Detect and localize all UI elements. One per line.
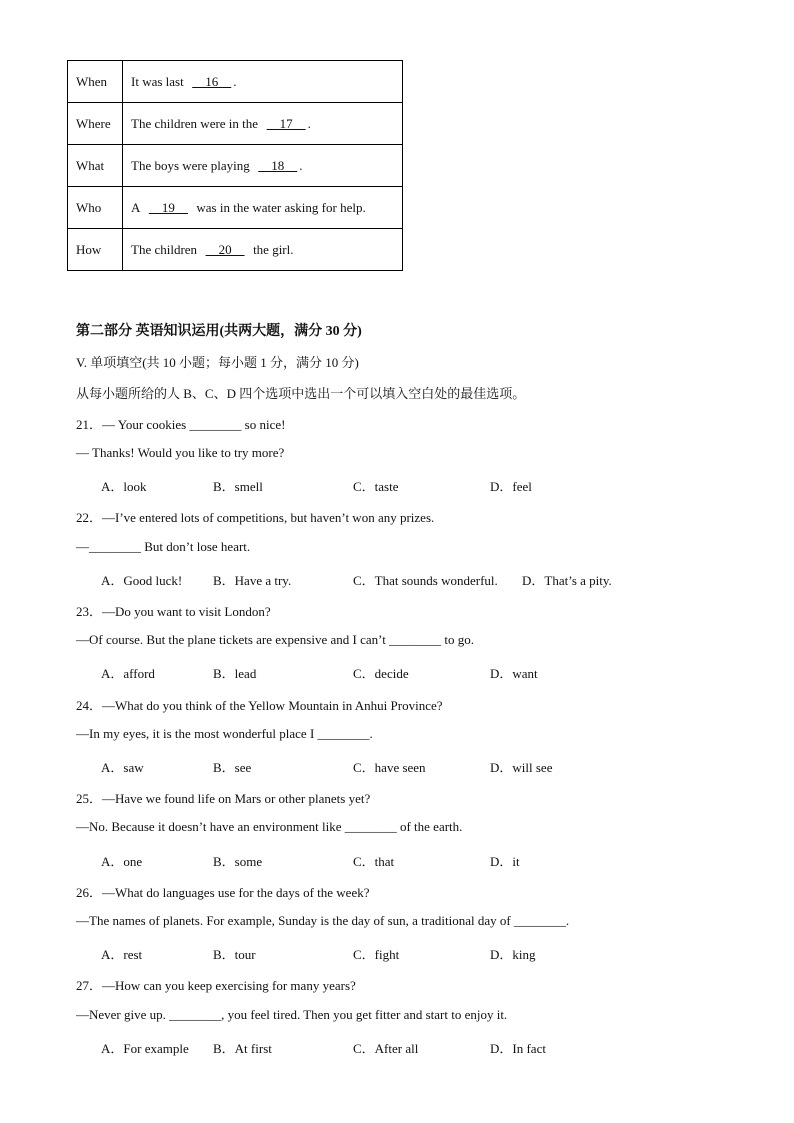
option-b[interactable]: B．tour xyxy=(213,947,256,962)
table-row xyxy=(68,187,403,229)
question-text: 23．—Do you want to visit London? xyxy=(76,604,271,619)
option-c[interactable]: C．have seen xyxy=(353,760,426,775)
question-text: 27．—How can you keep exercising for many years? xyxy=(76,978,356,993)
option-row xyxy=(101,944,661,962)
row-content: A 19 was in the water asking for help. xyxy=(123,187,403,229)
part-heading: 第二部分 英语知识运用(共两大题，满分 30 分) xyxy=(76,324,362,339)
option-a[interactable]: A．saw xyxy=(101,760,144,775)
row-label: Who xyxy=(68,187,123,229)
question-reply: —The names of planets. For example, Sunday is the day of sun, a traditional day of ________. xyxy=(76,913,570,928)
option-b[interactable]: B．Have a try. xyxy=(213,573,292,588)
option-c[interactable]: C．taste xyxy=(353,479,399,494)
option-row xyxy=(101,1038,661,1056)
option-b[interactable]: B．see xyxy=(213,760,252,775)
row-label: Where xyxy=(68,103,123,145)
option-d[interactable]: D．want xyxy=(490,666,538,681)
option-c[interactable]: C．After all xyxy=(353,1041,419,1056)
option-b[interactable]: B．some xyxy=(213,854,263,869)
question-text: 25．—Have we found life on Mars or other planets yet? xyxy=(76,791,371,806)
question-text: 24．—What do you think of the Yellow Mountain in Anhui Province? xyxy=(76,698,443,713)
option-a[interactable]: A．one xyxy=(101,854,143,869)
option-a[interactable]: A．afford xyxy=(101,666,155,681)
blank-number: 18 xyxy=(258,157,298,173)
option-row xyxy=(101,476,661,494)
option-row xyxy=(101,757,661,775)
row-label: What xyxy=(68,145,123,187)
option-d[interactable]: D．That’s a pity. xyxy=(522,573,612,588)
option-d[interactable]: D．will see xyxy=(490,760,553,775)
table-row xyxy=(68,61,403,103)
row-content: It was last 16 . xyxy=(123,61,403,103)
option-row xyxy=(101,851,661,869)
row-label: When xyxy=(68,61,123,103)
question-reply: —In my eyes, it is the most wonderful place I ________. xyxy=(76,726,373,741)
option-row xyxy=(101,663,661,681)
row-label: How xyxy=(68,229,123,271)
option-b[interactable]: B．lead xyxy=(213,666,257,681)
blank-number: 20 xyxy=(205,241,245,257)
blank-number: 19 xyxy=(148,199,188,215)
table-row xyxy=(68,145,403,187)
row-content: The children 20 the girl. xyxy=(123,229,403,271)
info-table xyxy=(67,60,403,271)
table-row xyxy=(68,229,403,271)
blank-number: 16 xyxy=(192,73,232,89)
option-b[interactable]: B．At first xyxy=(213,1041,272,1056)
question-text: 21．— Your cookies ________ so nice! xyxy=(76,417,286,432)
question-reply: —________ But don’t lose heart. xyxy=(76,539,251,554)
option-a[interactable]: A．look xyxy=(101,479,147,494)
question-reply: — Thanks! Would you like to try more? xyxy=(76,445,285,460)
option-a[interactable]: A．Good luck! xyxy=(101,573,183,588)
question-text: 26．—What do languages use for the days of the week? xyxy=(76,885,370,900)
option-d[interactable]: D．it xyxy=(490,854,520,869)
row-content: The boys were playing 18 . xyxy=(123,145,403,187)
option-c[interactable]: C．fight xyxy=(353,947,400,962)
option-b[interactable]: B．smell xyxy=(213,479,263,494)
section-title: V. 单项填空(共 10 小题；每小题 1 分，满分 10 分) xyxy=(76,355,359,370)
row-content: The children were in the 17 . xyxy=(123,103,403,145)
blank-number: 17 xyxy=(266,115,306,131)
question-reply: —Never give up. ________, you feel tired. Then you get fitter and start to enjoy it. xyxy=(76,1007,508,1022)
option-a[interactable]: A．rest xyxy=(101,947,143,962)
option-c[interactable]: C．That sounds wonderful. xyxy=(353,573,498,588)
option-d[interactable]: D．king xyxy=(490,947,536,962)
instruction: 从每小题所给的人 B、C、D 四个选项中选出一个可以填入空白处的最佳选项。 xyxy=(76,386,526,401)
option-d[interactable]: D．In fact xyxy=(490,1041,546,1056)
option-row xyxy=(101,570,661,588)
question-reply: —No. Because it doesn’t have an environment like ________ of the earth. xyxy=(76,819,463,834)
table-row xyxy=(68,103,403,145)
question-text: 22．—I’ve entered lots of competitions, but haven’t won any prizes. xyxy=(76,510,435,525)
question-reply: —Of course. But the plane tickets are expensive and I can’t ________ to go. xyxy=(76,632,474,647)
option-d[interactable]: D．feel xyxy=(490,479,532,494)
option-a[interactable]: A．For example xyxy=(101,1041,189,1056)
option-c[interactable]: C．that xyxy=(353,854,395,869)
option-c[interactable]: C．decide xyxy=(353,666,409,681)
